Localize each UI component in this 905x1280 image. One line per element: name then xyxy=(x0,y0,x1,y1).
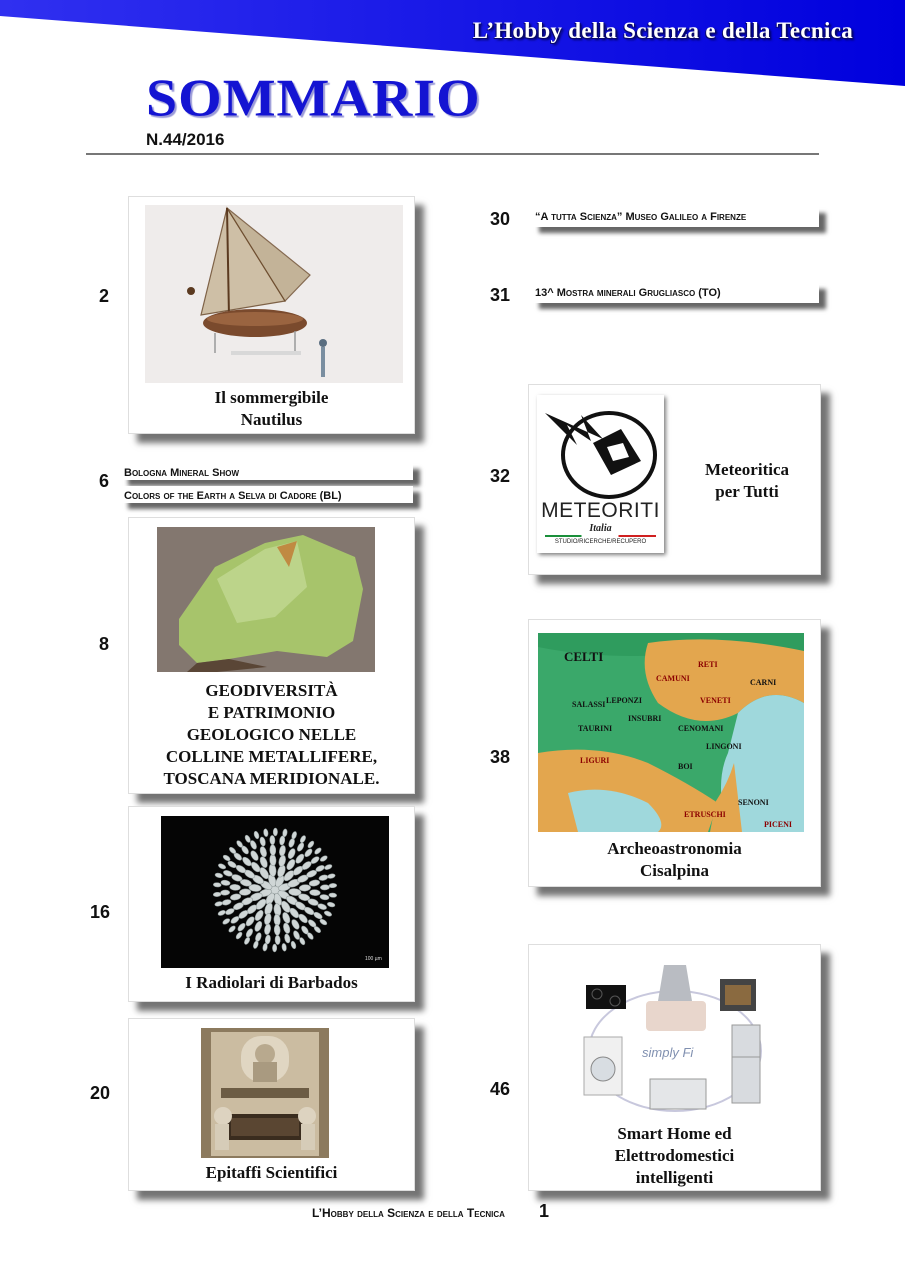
simplyfi-label: simply Fi xyxy=(642,1045,694,1060)
article-title-line: Il sommergibile xyxy=(214,388,329,407)
page-number: 46 xyxy=(490,1079,511,1099)
radiolarian-shell xyxy=(329,883,337,888)
radiolarian-shell xyxy=(270,845,277,856)
article-title-line: Meteoritica xyxy=(705,460,789,479)
map-label: CENOMANI xyxy=(678,724,724,733)
radiolarian-shell xyxy=(213,892,221,897)
radiolarian-shell xyxy=(309,889,320,896)
article-title: Epitaffi Scientifici xyxy=(205,1163,338,1182)
article-title-line: per Tutti xyxy=(715,482,779,501)
radiolarian-shell xyxy=(220,890,230,896)
map-label: INSUBRI xyxy=(628,714,662,723)
radiolarian-shell xyxy=(329,893,337,898)
page-number: 20 xyxy=(90,1083,111,1103)
map-label: CAMUNI xyxy=(656,674,690,683)
article-title-line: COLLINE METALLIFERE, xyxy=(165,747,378,766)
article-strip-bologna[interactable] xyxy=(121,463,413,480)
article-title: 13^ Mostra minerali Grugliasco (TO) xyxy=(535,287,721,299)
meteoriti-logo xyxy=(537,395,664,553)
radiolarian-shell xyxy=(274,924,281,935)
meteor-icon xyxy=(537,395,664,505)
radiolaria-microscope-photo xyxy=(161,816,389,968)
logo-name: METEORITI xyxy=(541,499,660,522)
page-number: 2 xyxy=(99,286,110,306)
fridge-icon xyxy=(732,1025,760,1103)
hands-phone-icon xyxy=(646,1001,706,1031)
issue-number: N.44/2016 xyxy=(146,130,225,149)
map-label: CELTI xyxy=(564,649,604,664)
article-title-line: Archeoastronomia xyxy=(607,839,742,858)
page-number: 31 xyxy=(490,285,511,305)
article-card-geodiversita[interactable] xyxy=(128,517,415,794)
article-title-line: Nautilus xyxy=(240,410,303,429)
page-number: 38 xyxy=(490,747,511,767)
page-number: 32 xyxy=(490,466,511,486)
page-title: SOMMARIO xyxy=(146,69,481,129)
celtic-tribes-map xyxy=(538,633,804,832)
magazine-banner-title: L’Hobby della Scienza e della Tecnica xyxy=(472,18,853,43)
dishwasher-icon xyxy=(650,1079,706,1109)
map-label: CARNI xyxy=(750,678,777,687)
map-label: SENONI xyxy=(738,798,769,807)
article-title-line: Cisalpina xyxy=(640,861,709,880)
article-title-line: GEODIVERSITÀ xyxy=(205,681,338,700)
article-card-meteoritica[interactable] xyxy=(528,384,821,575)
page-number: 8 xyxy=(99,634,110,654)
article-card-nautilus[interactable] xyxy=(128,196,415,434)
logo-subtitle: Italia xyxy=(589,523,612,534)
scale-label: 100 µm xyxy=(365,956,382,962)
radiolarian-shell xyxy=(270,835,276,845)
article-strip-colors-earth[interactable] xyxy=(121,486,413,503)
article-card-epitaffi[interactable] xyxy=(128,1018,415,1191)
map-label: LEPONZI xyxy=(606,696,643,705)
map-label: PICENI xyxy=(764,820,793,829)
article-title: Colors of the Earth a Selva di Cadore (BL) xyxy=(124,490,342,502)
article-title-line: TOSCANA MERIDIONALE. xyxy=(163,769,380,788)
article-title: “A tutta Scienza” Museo Galileo a Firenze xyxy=(535,211,747,223)
article-strip-grugliasco[interactable] xyxy=(532,283,819,303)
footer-magazine-name: L’Hobby della Scienza e della Tecnica xyxy=(312,1206,505,1220)
article-title: Bologna Mineral Show xyxy=(124,467,239,479)
nautilus-model-photo xyxy=(145,205,403,383)
tomb-monument-photo xyxy=(201,1028,329,1158)
title-divider xyxy=(86,153,819,155)
italian-flag-stripe xyxy=(545,535,656,537)
article-title-line: Smart Home ed xyxy=(617,1124,732,1143)
article-title: I Radiolari di Barbados xyxy=(185,973,358,992)
cooktop-icon xyxy=(586,985,626,1009)
radiolarian-shell xyxy=(272,944,276,952)
article-card-smart-home[interactable] xyxy=(528,944,821,1191)
page-number: 6 xyxy=(99,471,110,491)
map-label: BOI xyxy=(678,762,693,771)
map-label: TAURINI xyxy=(578,724,613,733)
smart-appliances-image xyxy=(580,961,770,1121)
radiolarian-shell xyxy=(320,885,330,891)
radiolarian-shell xyxy=(213,882,221,887)
article-title-line: Elettrodomestici xyxy=(614,1146,735,1165)
map-label: SALASSI xyxy=(572,700,606,709)
page-number: 30 xyxy=(490,209,511,229)
logo-tagline: STUDIO/RICERCHE/RECUPERO xyxy=(554,539,647,545)
article-card-archeoastronomia[interactable] xyxy=(528,619,821,887)
green-mineral-photo xyxy=(157,527,375,672)
map-label: LIGURI xyxy=(580,756,610,765)
map-label: VENETI xyxy=(700,696,731,705)
page-number: 16 xyxy=(90,902,111,922)
radiolarian-shell xyxy=(273,828,277,836)
map-label: LINGONI xyxy=(706,742,742,751)
radiolarian-shell xyxy=(230,884,241,891)
radiolarian-shell xyxy=(275,935,281,945)
map-label: ETRUSCHI xyxy=(684,810,726,819)
map-label: RETI xyxy=(698,660,718,669)
article-title-line: E PATRIMONIO xyxy=(207,703,336,722)
footer-page-number: 1 xyxy=(539,1201,550,1221)
article-card-radiolari[interactable] xyxy=(128,806,415,1002)
article-title-line: GEOLOGICO NELLE xyxy=(186,725,357,744)
article-strip-museo-galileo[interactable] xyxy=(532,207,819,227)
article-title-line: intelligenti xyxy=(635,1168,714,1187)
